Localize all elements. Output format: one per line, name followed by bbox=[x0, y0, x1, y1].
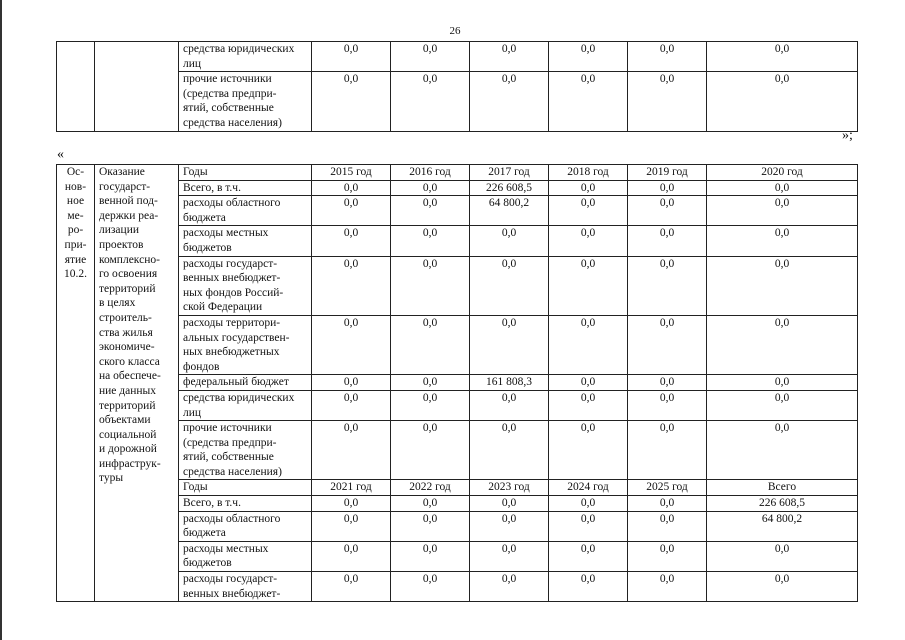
activity-name: Оказание государст- венной под- держки реа- лизации проектов комплексно- го освоения территорий в целях строитель- ства жилья экономиче- ского класса на обеспече- ние данных территорий объектами социальной и дорожной инфраструк- туры bbox=[95, 165, 179, 602]
value-cell: 161 808,3 bbox=[470, 375, 549, 391]
value-cell: 0,0 bbox=[707, 541, 858, 571]
row-label: расходы местных бюджетов bbox=[179, 226, 312, 256]
value-cell: 226 608,5 bbox=[470, 180, 549, 196]
value-cell: 0,0 bbox=[707, 390, 858, 420]
value-cell: 0,0 bbox=[312, 572, 391, 602]
year-header: Всего bbox=[707, 480, 858, 496]
value-cell: 0,0 bbox=[549, 572, 628, 602]
value-cell: 0,0 bbox=[707, 226, 858, 256]
row-label: прочие источники (средства предпри- ятий, собственные средства населения) bbox=[179, 72, 312, 131]
value-cell: 0,0 bbox=[549, 541, 628, 571]
value-cell: 0,0 bbox=[549, 256, 628, 315]
years-label: Годы bbox=[179, 165, 312, 181]
value-cell: 0,0 bbox=[470, 226, 549, 256]
year-header: 2024 год bbox=[549, 480, 628, 496]
row-label: расходы областного бюджета bbox=[179, 196, 312, 226]
value-cell: 0,0 bbox=[470, 390, 549, 420]
value-cell: 0,0 bbox=[312, 390, 391, 420]
value-cell: 0,0 bbox=[628, 496, 707, 512]
value-cell: 0,0 bbox=[470, 421, 549, 480]
value-cell: 0,0 bbox=[312, 541, 391, 571]
value-cell: 0,0 bbox=[470, 315, 549, 374]
value-cell: 0,0 bbox=[391, 72, 470, 131]
value-cell: 0,0 bbox=[628, 541, 707, 571]
value-cell: 0,0 bbox=[628, 390, 707, 420]
value-cell: 0,0 bbox=[707, 42, 858, 72]
row-label: Всего, в т.ч. bbox=[179, 496, 312, 512]
value-cell: 0,0 bbox=[312, 496, 391, 512]
main-table bbox=[56, 164, 858, 602]
year-header: 2016 год bbox=[391, 165, 470, 181]
value-cell: 0,0 bbox=[628, 256, 707, 315]
value-cell: 0,0 bbox=[707, 180, 858, 196]
row-label: расходы областного бюджета bbox=[179, 511, 312, 541]
top-table bbox=[56, 41, 858, 132]
value-cell: 0,0 bbox=[549, 180, 628, 196]
value-cell: 0,0 bbox=[312, 42, 391, 72]
year-header: 2023 год bbox=[470, 480, 549, 496]
value-cell: 0,0 bbox=[391, 42, 470, 72]
value-cell: 0,0 bbox=[707, 196, 858, 226]
year-header: 2022 год bbox=[391, 480, 470, 496]
table-row bbox=[57, 42, 858, 72]
value-cell: 0,0 bbox=[470, 72, 549, 131]
value-cell: 0,0 bbox=[391, 496, 470, 512]
value-cell: 0,0 bbox=[628, 511, 707, 541]
row-label: расходы государст- венных внебюджет- bbox=[179, 572, 312, 602]
value-cell: 0,0 bbox=[707, 315, 858, 374]
value-cell: 0,0 bbox=[312, 421, 391, 480]
row-label: федеральный бюджет bbox=[179, 375, 312, 391]
empty-cell bbox=[57, 42, 95, 132]
row-label: средства юридических лиц bbox=[179, 390, 312, 420]
value-cell: 0,0 bbox=[312, 511, 391, 541]
value-cell: 0,0 bbox=[391, 390, 470, 420]
value-cell: 0,0 bbox=[391, 375, 470, 391]
value-cell: 0,0 bbox=[549, 226, 628, 256]
year-header: 2015 год bbox=[312, 165, 391, 181]
value-cell: 0,0 bbox=[391, 226, 470, 256]
value-cell: 0,0 bbox=[391, 421, 470, 480]
year-header: 2017 год bbox=[470, 165, 549, 181]
value-cell: 0,0 bbox=[549, 511, 628, 541]
value-cell: 0,0 bbox=[312, 226, 391, 256]
activity-type: Ос- нов- ное ме- ро- при- ятие 10.2. bbox=[57, 165, 95, 602]
value-cell: 0,0 bbox=[628, 421, 707, 480]
value-cell: 0,0 bbox=[628, 180, 707, 196]
page-number: 26 bbox=[449, 25, 461, 37]
years-label: Годы bbox=[179, 480, 312, 496]
empty-cell bbox=[95, 42, 179, 132]
value-cell: 0,0 bbox=[628, 572, 707, 602]
value-cell: 0,0 bbox=[549, 496, 628, 512]
value-cell: 0,0 bbox=[391, 511, 470, 541]
value-cell: 0,0 bbox=[628, 42, 707, 72]
value-cell: 0,0 bbox=[391, 196, 470, 226]
year-header: 2018 год bbox=[549, 165, 628, 181]
value-cell: 226 608,5 bbox=[707, 496, 858, 512]
value-cell: 64 800,2 bbox=[707, 511, 858, 541]
value-cell: 0,0 bbox=[549, 315, 628, 374]
value-cell: 0,0 bbox=[470, 511, 549, 541]
value-cell: 0,0 bbox=[549, 42, 628, 72]
value-cell: 0,0 bbox=[312, 256, 391, 315]
value-cell: 0,0 bbox=[391, 572, 470, 602]
year-header: 2019 год bbox=[628, 165, 707, 181]
value-cell: 0,0 bbox=[628, 196, 707, 226]
value-cell: 0,0 bbox=[707, 421, 858, 480]
value-cell: 0,0 bbox=[549, 72, 628, 131]
value-cell: 64 800,2 bbox=[470, 196, 549, 226]
value-cell: 0,0 bbox=[312, 315, 391, 374]
value-cell: 0,0 bbox=[628, 226, 707, 256]
value-cell: 0,0 bbox=[628, 375, 707, 391]
value-cell: 0,0 bbox=[312, 375, 391, 391]
value-cell: 0,0 bbox=[391, 541, 470, 571]
value-cell: 0,0 bbox=[470, 496, 549, 512]
value-cell: 0,0 bbox=[391, 315, 470, 374]
row-label: средства юридических лиц bbox=[179, 42, 312, 72]
value-cell: 0,0 bbox=[549, 375, 628, 391]
value-cell: 0,0 bbox=[628, 72, 707, 131]
value-cell: 0,0 bbox=[312, 72, 391, 131]
value-cell: 0,0 bbox=[470, 541, 549, 571]
value-cell: 0,0 bbox=[391, 180, 470, 196]
value-cell: 0,0 bbox=[707, 572, 858, 602]
value-cell: 0,0 bbox=[470, 256, 549, 315]
row-label: Всего, в т.ч. bbox=[179, 180, 312, 196]
row-label: расходы территори- альных государствен- ных внебюджетных фондов bbox=[179, 315, 312, 374]
value-cell: 0,0 bbox=[312, 196, 391, 226]
year-header: 2021 год bbox=[312, 480, 391, 496]
year-header: 2020 год bbox=[707, 165, 858, 181]
row-label: прочие источники (средства предпри- ятий, собственные средства населения) bbox=[179, 421, 312, 480]
value-cell: 0,0 bbox=[707, 256, 858, 315]
row-label: расходы местных бюджетов bbox=[179, 541, 312, 571]
value-cell: 0,0 bbox=[628, 315, 707, 374]
value-cell: 0,0 bbox=[391, 256, 470, 315]
header-row bbox=[57, 165, 858, 181]
value-cell: 0,0 bbox=[312, 180, 391, 196]
value-cell: 0,0 bbox=[707, 375, 858, 391]
value-cell: 0,0 bbox=[549, 390, 628, 420]
row-label: расходы государст- венных внебюджет- ных фондов Россий- ской Федерации bbox=[179, 256, 312, 315]
value-cell: 0,0 bbox=[470, 42, 549, 72]
value-cell: 0,0 bbox=[707, 72, 858, 131]
year-header: 2025 год bbox=[628, 480, 707, 496]
value-cell: 0,0 bbox=[549, 421, 628, 480]
opening-quote: « bbox=[57, 147, 64, 162]
value-cell: 0,0 bbox=[470, 572, 549, 602]
value-cell: 0,0 bbox=[549, 196, 628, 226]
scan-edge bbox=[0, 0, 2, 640]
closing-quote: »; bbox=[842, 128, 853, 143]
